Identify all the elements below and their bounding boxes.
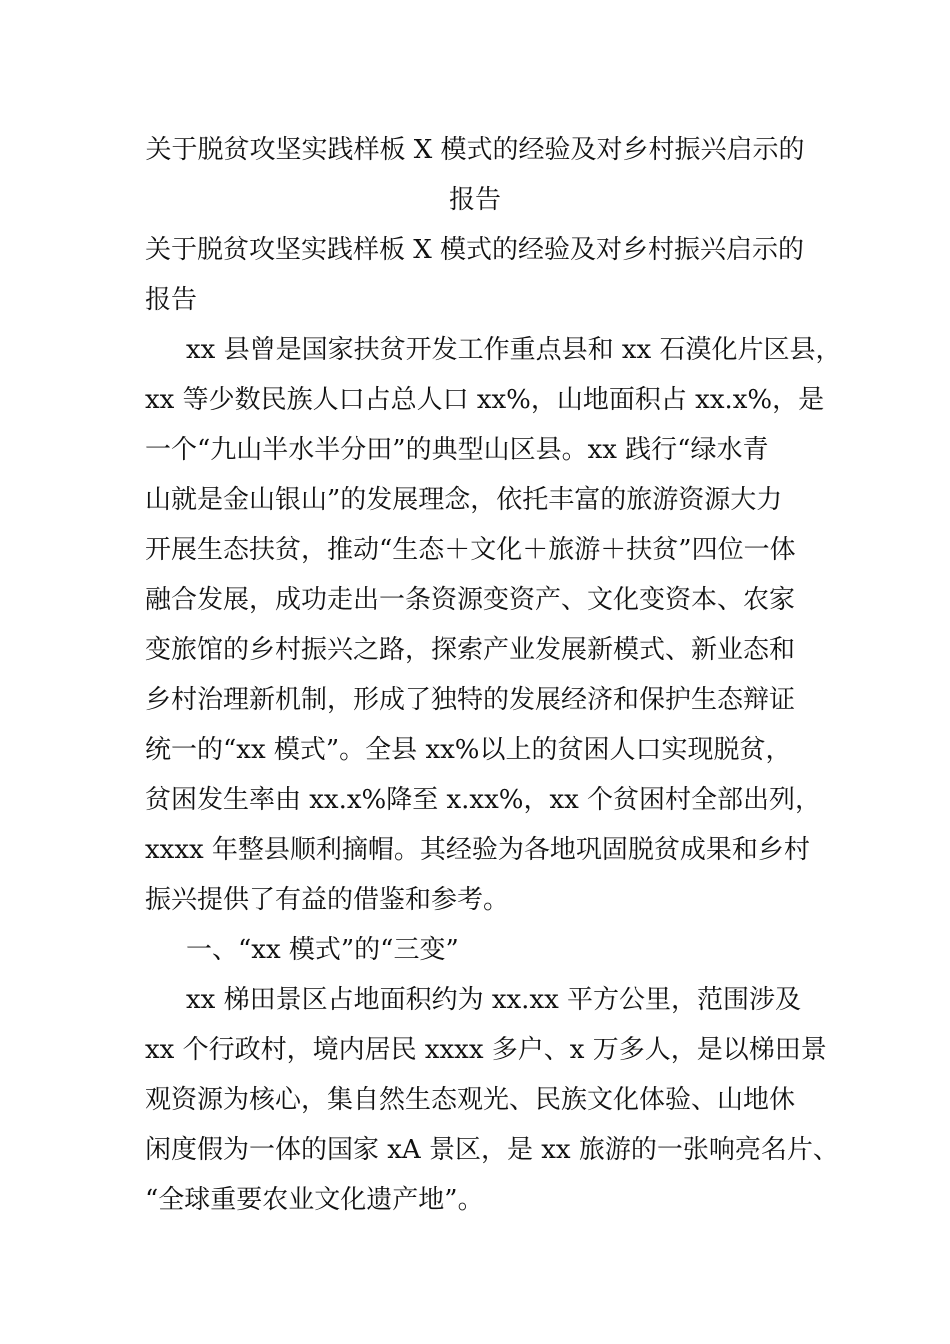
subtitle-line-2: 报告 [145, 285, 198, 315]
paragraph-1-line: 振兴提供了有益的借鉴和参考。 [145, 885, 510, 915]
document-title [145, 125, 805, 225]
paragraph-1-line: 山就是金山银山”的发展理念，依托丰富的旅游资源大力 [145, 485, 783, 515]
paragraph-1-line: 开展生态扶贫，推动“生态＋文化＋旅游＋扶贫”四位一体 [145, 535, 796, 565]
paragraph-2-line: 观资源为核心，集自然生态观光、民族文化体验、山地休 [145, 1085, 796, 1115]
paragraph-1-line: 贫困发生率由 xx.x%降至 x.xx%，xx 个贫困村全部出列， [145, 785, 822, 815]
paragraph-2-line: xx 个行政村，境内居民 xxxx 多户、x 万多人，是以梯田景 [145, 1035, 827, 1065]
paragraph-1-line: xx 县曾是国家扶贫开发工作重点县和 xx 石漠化片区县， [186, 335, 842, 365]
paragraph-1-line: 变旅馆的乡村振兴之路，探索产业发展新模式、新业态和 [145, 635, 796, 665]
paragraph-2-line: xx 梯田景区占地面积约为 xx.xx 平方公里，范围涉及 [186, 985, 802, 1015]
title-line-2: 报告 [448, 185, 501, 215]
subtitle-line-1: 关于脱贫攻坚实践样板 X 模式的经验及对乡村振兴启示的 [145, 235, 805, 265]
paragraph-1-line: 统一的“xx 模式”。全县 xx%以上的贫困人口实现脱贫， [145, 735, 792, 765]
paragraph-1-line: xx 等少数民族人口占总人口 xx%，山地面积占 xx.x%，是 [145, 385, 825, 415]
paragraph-1-line: 一个“九山半水半分田”的典型山区县。xx 践行“绿水青 [145, 435, 769, 465]
paragraph-2-line: “全球重要农业文化遗产地”。 [145, 1185, 484, 1215]
section-1-heading: 一、“xx 模式”的“三变” [186, 935, 459, 965]
paragraph-1-line: xxxx 年整县顺利摘帽。其经验为各地巩固脱贫成果和乡村 [145, 835, 810, 865]
paragraph-2-line: 闲度假为一体的国家 xA 景区，是 xx 旅游的一张响亮名片、 [145, 1135, 839, 1165]
title-line-1: 关于脱贫攻坚实践样板 X 模式的经验及对乡村振兴启示的 [145, 135, 805, 165]
paragraph-1-line: 融合发展，成功走出一条资源变资产、文化变资本、农家 [145, 585, 796, 615]
paragraph-1-line: 乡村治理新机制，形成了独特的发展经济和保护生态辩证 [145, 685, 796, 715]
